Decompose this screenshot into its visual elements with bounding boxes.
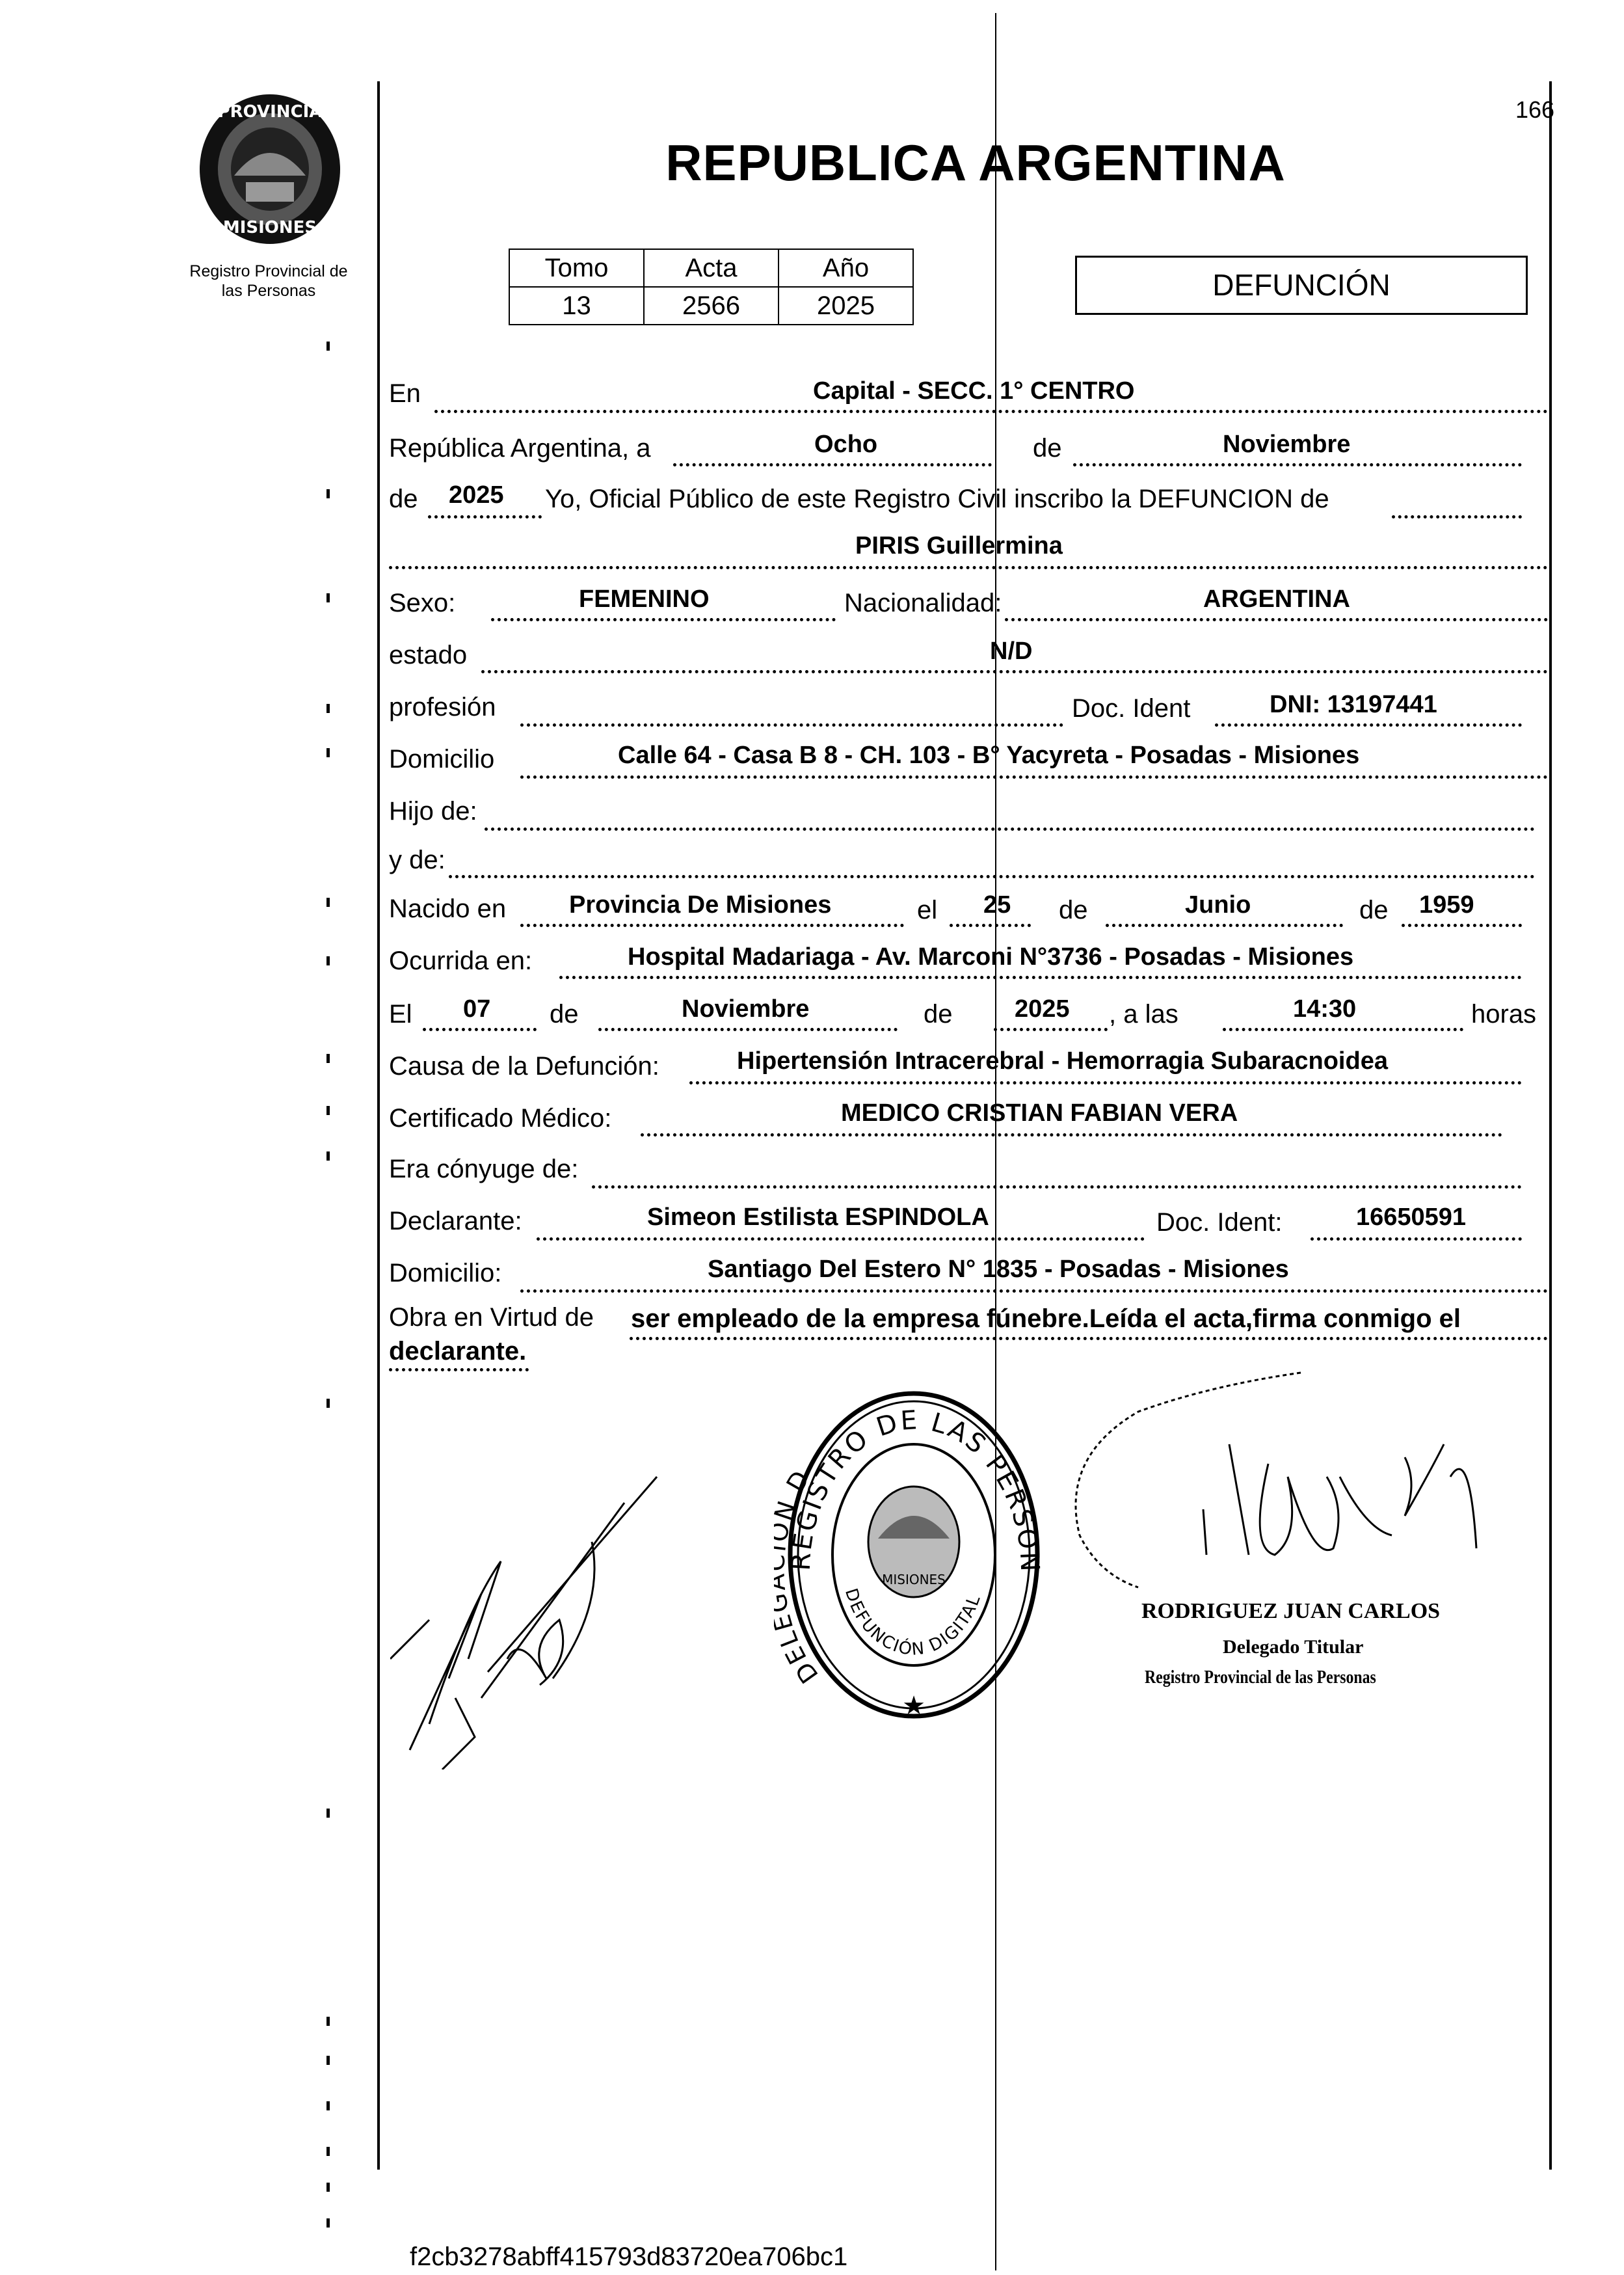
death-month: Noviembre bbox=[682, 995, 810, 1023]
domicilio-dotted-line bbox=[520, 775, 1548, 779]
y-de-dotted-line bbox=[449, 875, 1535, 878]
doc-ident2-label: Doc. Ident: bbox=[1156, 1208, 1283, 1237]
birth-year: 1959 bbox=[1419, 891, 1474, 919]
record-type-box: DEFUNCIÓN bbox=[1075, 256, 1528, 315]
profesion-label: profesión bbox=[389, 693, 496, 721]
anio-header: Año bbox=[779, 249, 913, 287]
de-label-5: de bbox=[924, 1000, 953, 1029]
de-label-3: de bbox=[1359, 896, 1389, 924]
nacionalidad-label: Nacionalidad: bbox=[844, 589, 1002, 617]
svg-text:DEFUNCIÓN DIGITAL: DEFUNCIÓN DIGITAL bbox=[840, 1586, 985, 1660]
registry-label: Registro Provincial de las Personas bbox=[189, 262, 348, 300]
domicilio2-value: Santiago Del Estero N° 1835 - Posadas - Misiones bbox=[708, 1256, 1289, 1283]
a-las-label: , a las bbox=[1109, 1000, 1178, 1029]
conyuge-label: Era cónyuge de: bbox=[389, 1155, 579, 1183]
svg-text:DELEGACIÓN DEL: DEL D bbox=[774, 1464, 824, 1689]
birth-month-dotted-line bbox=[1106, 924, 1343, 927]
hijo-label: Hijo de: bbox=[389, 797, 477, 826]
nacido-value: Provincia De Misiones bbox=[569, 891, 832, 919]
death-day-dotted-line bbox=[423, 1028, 537, 1031]
yo-dotted-line bbox=[1392, 515, 1522, 518]
profesion-dotted-line bbox=[520, 723, 1063, 727]
doc-ident-label: Doc. Ident bbox=[1072, 694, 1191, 723]
svg-text:REGISTRO DE LAS PERSONAS: REGISTRO DE LAS PERSON bbox=[786, 1405, 1045, 1574]
en-dotted-line bbox=[434, 410, 1548, 413]
obra-label: Obra en Virtud de bbox=[389, 1303, 594, 1332]
birth-day-dotted-line bbox=[950, 924, 1031, 927]
scan-fold-line bbox=[995, 13, 996, 2270]
tomo-value: 13 bbox=[509, 287, 644, 325]
en-label: En bbox=[389, 379, 421, 408]
causa-label: Causa de la Defunción: bbox=[389, 1052, 659, 1081]
obra-dotted-line-2 bbox=[389, 1368, 529, 1371]
acta-value: 2566 bbox=[644, 287, 779, 325]
sexo-dotted-line bbox=[491, 618, 836, 621]
obra-value-line2: declarante. bbox=[389, 1337, 527, 1366]
de-label-4: de bbox=[550, 1000, 579, 1029]
declarante-label: Declarante: bbox=[389, 1207, 522, 1235]
hijo-dotted-line bbox=[485, 828, 1535, 831]
estado-label: estado bbox=[389, 641, 468, 669]
ocurrida-value: Hospital Madariaga - Av. Marconi N°3736 - Posadas - Misiones bbox=[628, 943, 1354, 971]
official-role: Delegado Titular bbox=[1223, 1636, 1364, 1658]
deceased-name: PIRIS Guillermina bbox=[855, 532, 1063, 559]
nacionalidad-dotted-line bbox=[1005, 618, 1548, 621]
birth-month: Junio bbox=[1185, 891, 1251, 919]
sexo-label: Sexo: bbox=[389, 589, 456, 617]
nacido-label: Nacido en bbox=[389, 895, 507, 923]
conyuge-dotted-line bbox=[592, 1185, 1522, 1189]
acta-header: Acta bbox=[644, 249, 779, 287]
el-label-2: El bbox=[389, 1000, 412, 1029]
death-year: 2025 bbox=[1015, 995, 1070, 1023]
nacido-dotted-line bbox=[520, 924, 904, 927]
record-value-row bbox=[509, 287, 913, 325]
doc-ident2-value: 16650591 bbox=[1356, 1204, 1467, 1231]
page-title: REPUBLICA ARGENTINA bbox=[665, 134, 1286, 191]
anio-value: 2025 bbox=[779, 287, 913, 325]
death-time: 14:30 bbox=[1293, 995, 1357, 1023]
declarante-dotted-line bbox=[537, 1237, 1145, 1241]
doc-ident2-dotted-line bbox=[1311, 1237, 1522, 1241]
record-info-table bbox=[509, 249, 914, 325]
certificado-label: Certificado Médico: bbox=[389, 1104, 612, 1133]
day-dotted-line bbox=[673, 463, 992, 466]
doc-ident-value: DNI: 13197441 bbox=[1270, 691, 1437, 718]
year-dotted-line bbox=[428, 515, 542, 518]
record-header-row bbox=[509, 249, 913, 287]
obra-value-line1: ser empleado de la empresa fúnebre.Leída el acta,firma conmigo el bbox=[631, 1304, 1461, 1333]
birth-day: 25 bbox=[983, 891, 1011, 919]
ocurrida-label: Ocurrida en: bbox=[389, 947, 533, 975]
republica-label: República Argentina, a bbox=[389, 434, 651, 463]
document-hash: f2cb3278abff415793d83720ea706bc1 bbox=[410, 2242, 848, 2271]
official-org: Registro Provincial de las Personas bbox=[1145, 1667, 1376, 1688]
right-border-line bbox=[1549, 81, 1552, 2170]
official-signature bbox=[1054, 1366, 1509, 1672]
death-year-dotted-line bbox=[994, 1028, 1108, 1031]
certificado-value: MEDICO CRISTIAN FABIAN VERA bbox=[841, 1099, 1238, 1127]
obra-dotted-line-1 bbox=[630, 1337, 1548, 1340]
sexo-value: FEMENINO bbox=[579, 586, 710, 613]
causa-value: Hipertensión Intracerebral - Hemorragia Subaracnoidea bbox=[737, 1047, 1388, 1075]
nacionalidad-value: ARGENTINA bbox=[1203, 586, 1350, 613]
estado-value: N/D bbox=[990, 638, 1033, 665]
de-label-2: de bbox=[1059, 896, 1088, 924]
svg-text:MISIONES: MISIONES bbox=[222, 218, 317, 237]
causa-dotted-line bbox=[689, 1081, 1522, 1084]
provincial-coat-of-arms-logo bbox=[195, 91, 345, 247]
svg-text:MISIONES: MISIONES bbox=[882, 1572, 946, 1587]
year-value: 2025 bbox=[449, 481, 504, 509]
birth-year-dotted-line bbox=[1402, 924, 1522, 927]
certificado-dotted-line bbox=[641, 1133, 1502, 1137]
domicilio-value: Calle 64 - Casa B 8 - CH. 103 - B° Yacyreta - Posadas - Misiones bbox=[618, 742, 1360, 769]
death-time-dotted-line bbox=[1223, 1028, 1463, 1031]
page-number: 166 bbox=[1515, 96, 1555, 123]
y-de-label: y de: bbox=[389, 846, 446, 874]
declarant-signature bbox=[390, 1464, 676, 1770]
horas-label: horas bbox=[1471, 1000, 1537, 1029]
name-dotted-line bbox=[389, 566, 1548, 569]
en-value: Capital - SECC. 1° CENTRO bbox=[813, 377, 1135, 405]
official-name: RODRIGUEZ JUAN CARLOS bbox=[1141, 1599, 1441, 1623]
ocurrida-dotted-line bbox=[559, 976, 1522, 979]
svg-text:★: ★ bbox=[902, 1691, 925, 1721]
de-label: de bbox=[1033, 434, 1062, 463]
official-seal-stamp bbox=[774, 1376, 1047, 1727]
doc-ident-dotted-line bbox=[1215, 723, 1522, 727]
domicilio-label: Domicilio bbox=[389, 745, 495, 774]
left-border-line bbox=[377, 81, 380, 2170]
domicilio2-dotted-line bbox=[520, 1289, 1548, 1293]
declarante-value: Simeon Estilista ESPINDOLA bbox=[647, 1204, 989, 1231]
death-month-dotted-line bbox=[598, 1028, 898, 1031]
month-dotted-line bbox=[1073, 463, 1522, 466]
day-value: Ocho bbox=[814, 431, 878, 458]
month-value: Noviembre bbox=[1223, 431, 1351, 458]
el-label: el bbox=[917, 896, 938, 924]
tomo-header: Tomo bbox=[509, 249, 644, 287]
domicilio2-label: Domicilio: bbox=[389, 1259, 502, 1287]
year-prefix-label: de bbox=[389, 485, 418, 513]
yo-text: Yo, Oficial Público de este Registro Civil inscribo la DEFUNCION de bbox=[545, 485, 1329, 513]
death-day: 07 bbox=[463, 995, 491, 1023]
svg-text:PROVINCIA: PROVINCIA bbox=[217, 102, 323, 122]
estado-dotted-line bbox=[481, 670, 1548, 673]
